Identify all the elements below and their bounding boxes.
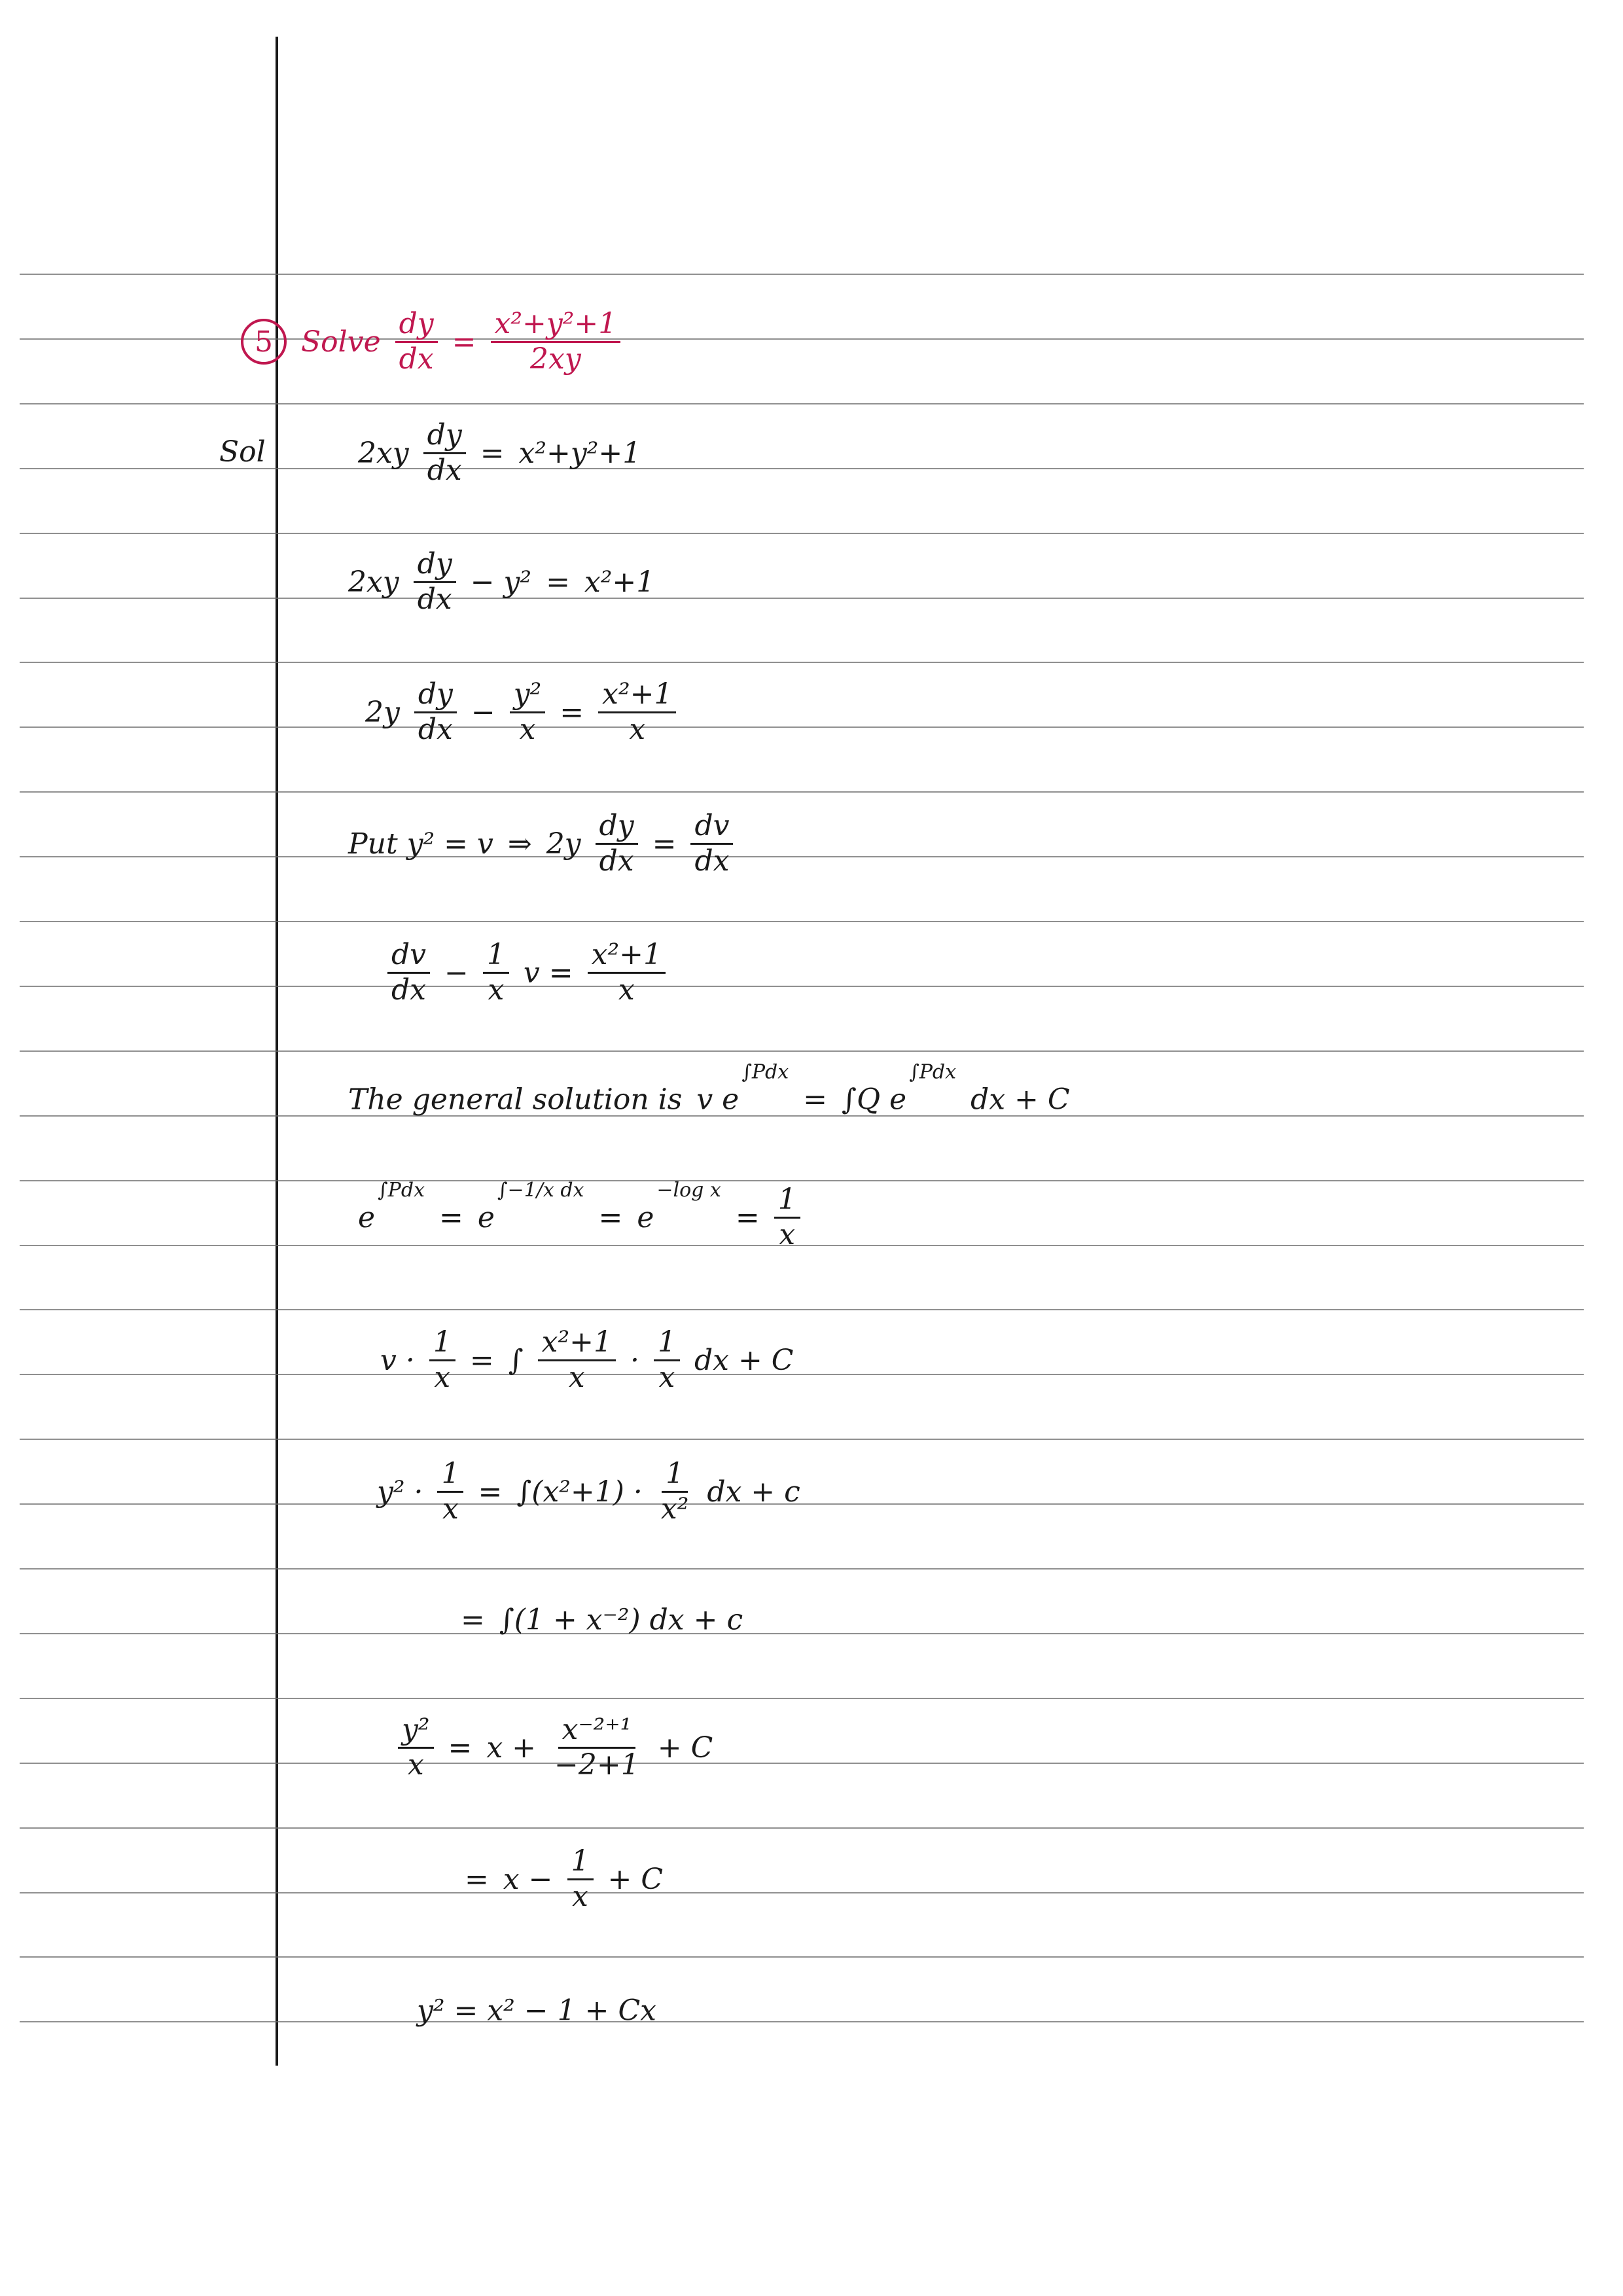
numerator: dy xyxy=(423,419,466,454)
solution-line xyxy=(348,1060,1070,1117)
math-text: v · xyxy=(380,1343,415,1377)
fraction xyxy=(774,1183,800,1251)
denominator: dx xyxy=(399,342,434,376)
math-text: + C xyxy=(607,1862,664,1896)
base: ∫Q e xyxy=(842,1083,907,1117)
exponent: −log x xyxy=(656,1178,721,1202)
numerator: dy xyxy=(414,678,457,713)
solution-line xyxy=(365,678,676,746)
denominator: dx xyxy=(391,973,426,1007)
base: e xyxy=(358,1200,376,1234)
denominator: x xyxy=(519,712,536,746)
ruled-line xyxy=(20,1180,1584,1181)
solution-line xyxy=(387,939,666,1007)
base: v e xyxy=(696,1083,740,1117)
fraction xyxy=(437,1458,463,1526)
ruled-line xyxy=(20,1245,1584,1246)
denominator: x xyxy=(568,1360,585,1394)
numerator: 1 xyxy=(429,1326,455,1361)
numerator: dy xyxy=(414,548,456,583)
math-text: y² · xyxy=(377,1475,423,1509)
numerator: dy xyxy=(596,810,638,845)
fraction xyxy=(387,939,430,1007)
exponent: ∫Pdx xyxy=(909,1060,957,1084)
math-text: Solve xyxy=(301,325,381,359)
denominator: dx xyxy=(417,582,452,616)
fraction xyxy=(690,810,733,878)
question-header xyxy=(241,308,620,376)
fraction xyxy=(657,1458,692,1526)
exponent: ∫−1/x dx xyxy=(497,1178,584,1202)
denominator: x xyxy=(488,973,505,1007)
math-text: = xyxy=(452,325,476,359)
math-text: = xyxy=(803,1083,828,1117)
denominator: x xyxy=(618,973,635,1007)
ruled-line xyxy=(20,921,1584,922)
math-text: ∫ xyxy=(508,1343,524,1377)
fraction xyxy=(414,678,457,746)
math-text: = xyxy=(480,436,505,470)
numerator: x²+y²+1 xyxy=(491,308,621,343)
ruled-line xyxy=(20,533,1584,534)
math-text: = xyxy=(465,1862,489,1896)
denominator: x xyxy=(407,1748,424,1782)
ruled-line xyxy=(20,1633,1584,1634)
solution-line xyxy=(358,1178,800,1251)
power-expression xyxy=(696,1060,789,1117)
solution-line xyxy=(417,1994,656,2028)
solution-line xyxy=(348,548,654,616)
ruled-line xyxy=(20,1503,1584,1505)
math-text: dx + C xyxy=(694,1343,794,1377)
math-text: dx + C xyxy=(971,1083,1070,1117)
math-text: = xyxy=(546,565,570,599)
fraction xyxy=(483,939,509,1007)
denominator: dx xyxy=(418,712,453,746)
math-text: The general solution is xyxy=(348,1083,683,1117)
power-expression xyxy=(477,1178,584,1234)
numerator: dv xyxy=(690,810,733,845)
math-text: Put y² = v xyxy=(348,827,493,861)
math-text: − y² xyxy=(470,565,532,599)
math-text: dx + c xyxy=(707,1475,800,1509)
ruled-line xyxy=(20,1698,1584,1699)
base: e xyxy=(637,1200,654,1234)
denominator: dx xyxy=(599,844,634,878)
math-text: 2y xyxy=(546,827,581,861)
fraction xyxy=(598,678,676,746)
ruled-line xyxy=(20,726,1584,728)
power-expression xyxy=(637,1178,721,1234)
fraction xyxy=(588,939,666,1007)
fraction xyxy=(491,308,621,376)
solution-line xyxy=(380,1326,793,1394)
math-text: v = xyxy=(523,956,573,990)
denominator: x xyxy=(572,1879,588,1913)
math-text: 2xy xyxy=(358,436,409,470)
math-text: − xyxy=(444,956,469,990)
fraction xyxy=(596,810,638,878)
ruled-line xyxy=(20,1309,1584,1310)
power-expression xyxy=(842,1060,957,1117)
solution-line xyxy=(461,1604,743,1637)
ruled-line xyxy=(20,1892,1584,1893)
ruled-line xyxy=(20,598,1584,599)
question-number: 5 xyxy=(241,319,287,365)
numerator: 1 xyxy=(483,939,509,974)
fraction xyxy=(423,419,466,487)
denominator: x xyxy=(779,1217,796,1251)
math-text: x − xyxy=(503,1862,553,1896)
denominator: x xyxy=(434,1360,451,1394)
math-text: = xyxy=(439,1200,463,1234)
numerator: x²+1 xyxy=(538,1326,616,1361)
ruled-line xyxy=(20,1439,1584,1440)
ruled-line xyxy=(20,1827,1584,1829)
ruled-line xyxy=(20,1763,1584,1764)
fraction xyxy=(550,1713,643,1782)
math-text: = xyxy=(652,827,677,861)
ruled-line xyxy=(20,1374,1584,1375)
power-expression xyxy=(358,1178,425,1234)
math-text: + C xyxy=(657,1731,713,1765)
sol-label: Sol xyxy=(219,435,266,469)
solution-line xyxy=(358,419,641,487)
denominator: dx xyxy=(427,453,462,487)
numerator: x⁻²⁺¹ xyxy=(558,1713,636,1749)
denominator: 2xy xyxy=(530,342,581,376)
solution-line xyxy=(348,810,733,878)
math-text: x + xyxy=(486,1731,537,1765)
ruled-line xyxy=(20,986,1584,987)
denominator: −2+1 xyxy=(554,1748,639,1782)
math-text: ∫(1 + x⁻²) dx + c xyxy=(499,1603,743,1637)
numerator: 1 xyxy=(662,1458,688,1493)
fraction xyxy=(395,308,438,376)
fraction xyxy=(429,1326,455,1394)
fraction xyxy=(510,678,546,746)
math-text: 2xy xyxy=(348,565,399,599)
math-text: = xyxy=(478,1475,503,1509)
numerator: dv xyxy=(387,939,430,974)
numerator: 1 xyxy=(437,1458,463,1493)
ruled-line xyxy=(20,1050,1584,1052)
ruled-line xyxy=(20,662,1584,663)
denominator: dx xyxy=(694,844,730,878)
numerator: 1 xyxy=(774,1183,800,1219)
math-text: − xyxy=(471,695,495,729)
ruled-line xyxy=(20,856,1584,857)
math-text: = xyxy=(448,1731,473,1765)
ruled-line xyxy=(20,274,1584,275)
solution-line xyxy=(377,1458,800,1526)
ruled-line xyxy=(20,2021,1584,2022)
numerator: x²+1 xyxy=(588,939,666,974)
math-text: ⇒ xyxy=(507,827,532,861)
solution-line xyxy=(398,1713,713,1782)
solution-line xyxy=(465,1845,663,1913)
numerator: dy xyxy=(395,308,438,343)
denominator: x xyxy=(658,1360,675,1394)
numerator: y² xyxy=(398,1713,434,1749)
numerator: 1 xyxy=(567,1845,594,1880)
ruled-line xyxy=(20,1568,1584,1570)
math-text: = xyxy=(598,1200,623,1234)
exponent: ∫Pdx xyxy=(741,1060,789,1084)
ruled-line xyxy=(20,791,1584,793)
numerator: x²+1 xyxy=(598,678,676,713)
ruled-line xyxy=(20,1956,1584,1958)
ruled-line xyxy=(20,403,1584,404)
numerator: 1 xyxy=(654,1326,680,1361)
math-text: = xyxy=(560,695,584,729)
fraction xyxy=(414,548,456,616)
math-text: y² = x² − 1 + Cx xyxy=(417,1994,656,2028)
denominator: x xyxy=(629,712,646,746)
math-text: = xyxy=(461,1603,485,1637)
fraction xyxy=(567,1845,594,1913)
denominator: x² xyxy=(660,1492,689,1526)
math-text: = xyxy=(469,1343,494,1377)
math-text: x²+1 xyxy=(584,565,655,599)
denominator: x xyxy=(442,1492,459,1526)
math-text: · xyxy=(630,1343,639,1377)
math-text: = xyxy=(735,1200,760,1234)
math-text: ∫(x²+1) · xyxy=(516,1475,643,1509)
numerator: y² xyxy=(510,678,546,713)
math-text: x²+y²+1 xyxy=(518,436,641,470)
exponent: ∫Pdx xyxy=(378,1178,425,1202)
fraction xyxy=(654,1326,680,1394)
fraction xyxy=(398,1713,434,1782)
fraction xyxy=(538,1326,616,1394)
base: e xyxy=(477,1200,495,1234)
math-text: 2y xyxy=(365,695,400,729)
